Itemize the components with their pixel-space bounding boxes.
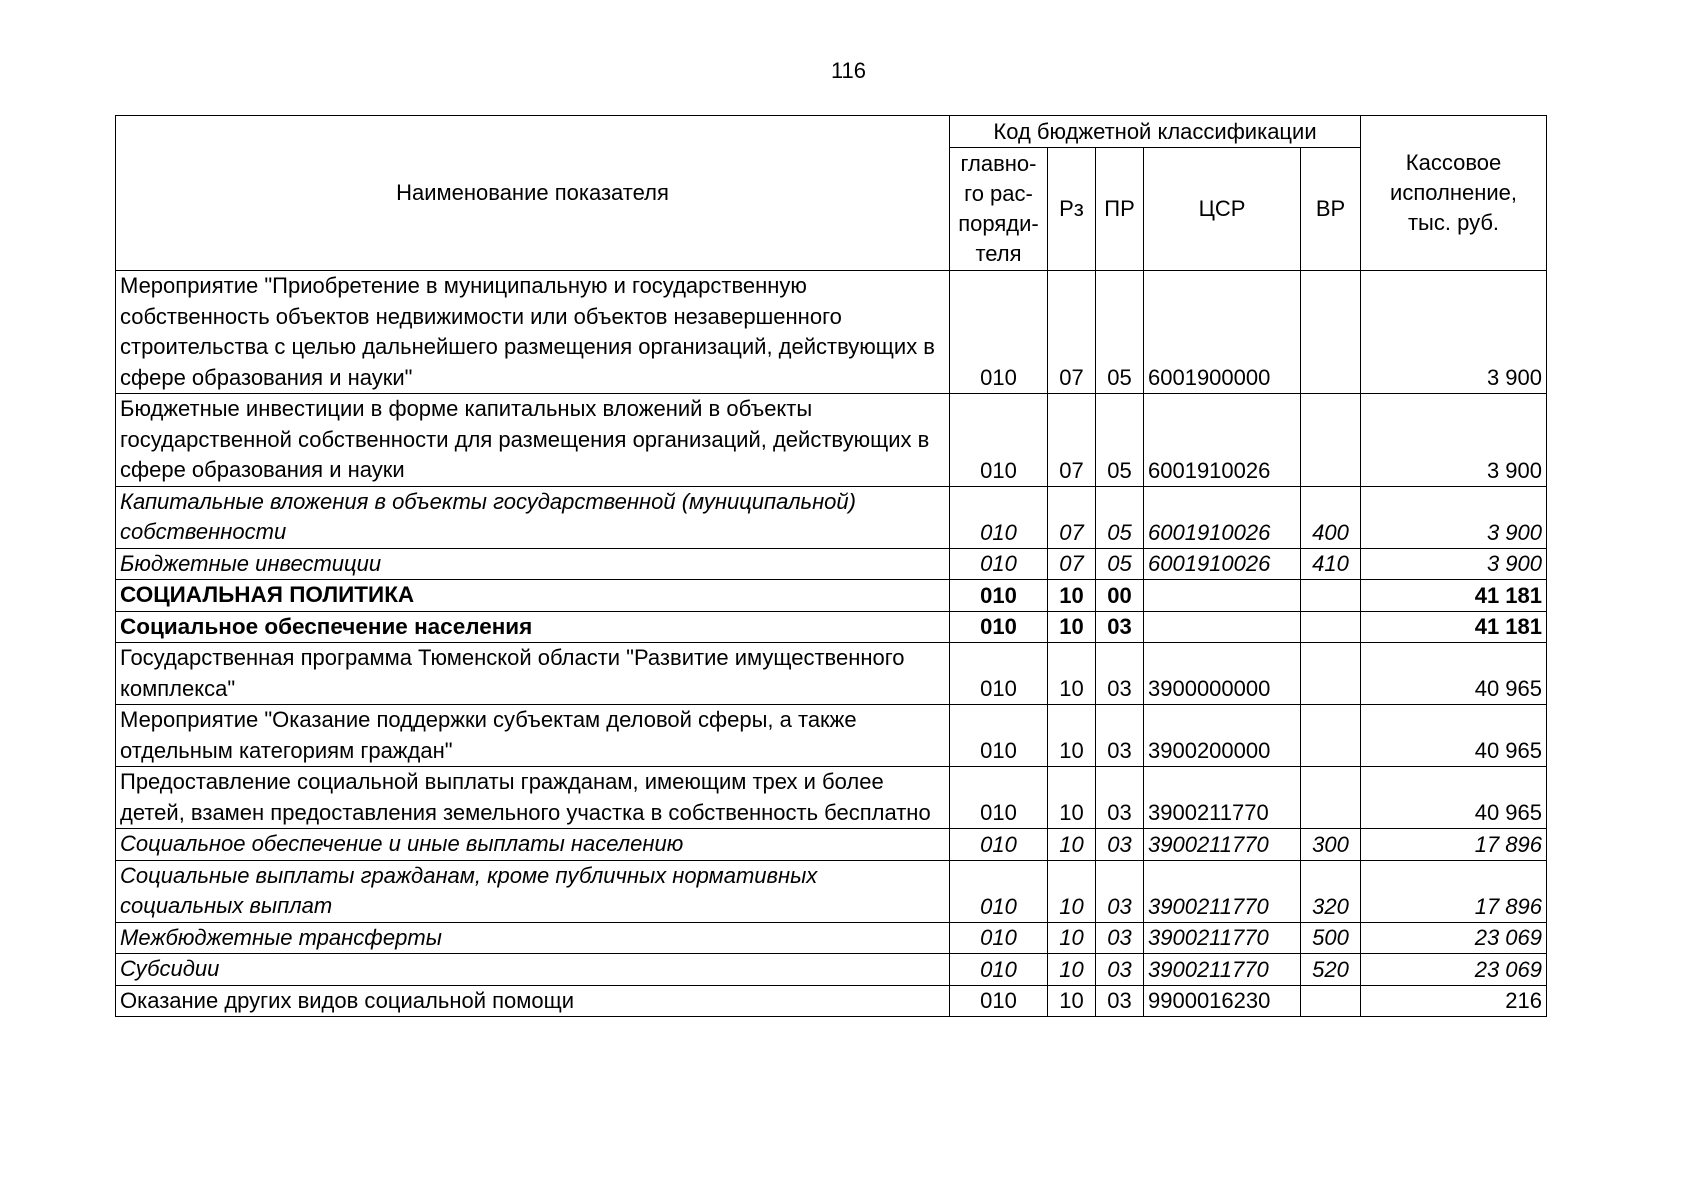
cell-csr: 3900211770 xyxy=(1144,922,1301,954)
cell-main-manager: 010 xyxy=(950,767,1048,829)
cell-amount: 17 896 xyxy=(1361,860,1547,922)
header-name: Наименование показателя xyxy=(116,116,950,271)
cell-main-manager: 010 xyxy=(950,580,1048,612)
cell-rz: 10 xyxy=(1048,954,1096,986)
cell-pr: 05 xyxy=(1096,394,1144,487)
cell-csr: 6001900000 xyxy=(1144,271,1301,394)
cell-vr: 520 xyxy=(1301,954,1361,986)
cell-name: Мероприятие "Приобретение в муниципальную и государственную собственность объектов недвижимости или объектов незавершенного строительства с целью дальнейшего размещения организаций, действующих в сфере образования и науки" xyxy=(116,271,950,394)
cell-name: Бюджетные инвестиции xyxy=(116,548,950,580)
cell-main-manager: 010 xyxy=(950,860,1048,922)
cell-pr: 05 xyxy=(1096,486,1144,548)
header-pr: ПР xyxy=(1096,148,1144,271)
cell-amount: 40 965 xyxy=(1361,767,1547,829)
table-row xyxy=(116,860,1547,922)
cell-vr xyxy=(1301,767,1361,829)
cell-name: СОЦИАЛЬНАЯ ПОЛИТИКА xyxy=(116,580,950,612)
cell-pr: 03 xyxy=(1096,922,1144,954)
cell-csr: 3900211770 xyxy=(1144,829,1301,861)
cell-pr: 03 xyxy=(1096,611,1144,643)
cell-main-manager: 010 xyxy=(950,922,1048,954)
cell-pr: 03 xyxy=(1096,829,1144,861)
cell-pr: 03 xyxy=(1096,705,1144,767)
cell-name: Межбюджетные трансферты xyxy=(116,922,950,954)
budget-table xyxy=(115,115,1547,1017)
cell-amount: 216 xyxy=(1361,985,1547,1017)
cell-main-manager: 010 xyxy=(950,643,1048,705)
table-body xyxy=(116,271,1547,1017)
table-row xyxy=(116,271,1547,394)
table-header xyxy=(116,116,1547,271)
table-row xyxy=(116,954,1547,986)
cell-rz: 07 xyxy=(1048,271,1096,394)
table-row xyxy=(116,767,1547,829)
cell-vr: 400 xyxy=(1301,486,1361,548)
cell-amount: 23 069 xyxy=(1361,922,1547,954)
cell-name: Оказание других видов социальной помощи xyxy=(116,985,950,1017)
cell-main-manager: 010 xyxy=(950,394,1048,487)
cell-vr: 500 xyxy=(1301,922,1361,954)
cell-amount: 23 069 xyxy=(1361,954,1547,986)
header-rz: Рз xyxy=(1048,148,1096,271)
cell-pr: 03 xyxy=(1096,767,1144,829)
cell-rz: 10 xyxy=(1048,985,1096,1017)
cell-name: Социальное обеспечение населения xyxy=(116,611,950,643)
table-row xyxy=(116,580,1547,612)
cell-pr: 03 xyxy=(1096,954,1144,986)
cell-rz: 10 xyxy=(1048,860,1096,922)
table-row xyxy=(116,922,1547,954)
cell-csr: 9900016230 xyxy=(1144,985,1301,1017)
page-number: 116 xyxy=(830,58,867,83)
cell-main-manager: 010 xyxy=(950,829,1048,861)
cell-amount: 17 896 xyxy=(1361,829,1547,861)
cell-rz: 07 xyxy=(1048,486,1096,548)
cell-rz: 10 xyxy=(1048,580,1096,612)
cell-csr xyxy=(1144,580,1301,612)
cell-name: Социальное обеспечение и иные выплаты населению xyxy=(116,829,950,861)
cell-vr: 320 xyxy=(1301,860,1361,922)
table-row xyxy=(116,548,1547,580)
cell-name: Предоставление социальной выплаты гражданам, имеющим трех и более детей, взамен предоставления земельного участка в собственность бесплатно xyxy=(116,767,950,829)
cell-csr: 3900000000 xyxy=(1144,643,1301,705)
cell-pr: 05 xyxy=(1096,548,1144,580)
table-row xyxy=(116,394,1547,487)
cell-main-manager: 010 xyxy=(950,486,1048,548)
cell-vr xyxy=(1301,643,1361,705)
cell-pr: 03 xyxy=(1096,985,1144,1017)
cell-name: Социальные выплаты гражданам, кроме публичных нормативных социальных выплат xyxy=(116,860,950,922)
cell-amount: 3 900 xyxy=(1361,486,1547,548)
cell-rz: 10 xyxy=(1048,829,1096,861)
table-row xyxy=(116,829,1547,861)
cell-amount: 3 900 xyxy=(1361,271,1547,394)
cell-amount: 40 965 xyxy=(1361,705,1547,767)
cell-name: Капитальные вложения в объекты государственной (муниципальной) собственности xyxy=(116,486,950,548)
cell-pr: 05 xyxy=(1096,271,1144,394)
header-code-group: Код бюджетной классификации xyxy=(950,116,1361,148)
cell-rz: 10 xyxy=(1048,611,1096,643)
cell-vr xyxy=(1301,394,1361,487)
cell-vr xyxy=(1301,271,1361,394)
header-amount: Кассовое исполнение, тыс. руб. xyxy=(1361,116,1547,271)
cell-name: Мероприятие "Оказание поддержки субъектам деловой сферы, а также отдельным категориям граждан" xyxy=(116,705,950,767)
cell-csr: 6001910026 xyxy=(1144,548,1301,580)
table-row xyxy=(116,643,1547,705)
cell-main-manager: 010 xyxy=(950,271,1048,394)
cell-name: Государственная программа Тюменской области "Развитие имущественного комплекса" xyxy=(116,643,950,705)
cell-vr xyxy=(1301,705,1361,767)
cell-amount: 3 900 xyxy=(1361,548,1547,580)
cell-csr: 6001910026 xyxy=(1144,486,1301,548)
cell-main-manager: 010 xyxy=(950,548,1048,580)
cell-rz: 07 xyxy=(1048,548,1096,580)
cell-csr: 6001910026 xyxy=(1144,394,1301,487)
cell-vr xyxy=(1301,580,1361,612)
cell-vr: 410 xyxy=(1301,548,1361,580)
cell-main-manager: 010 xyxy=(950,705,1048,767)
cell-rz: 10 xyxy=(1048,922,1096,954)
cell-csr: 3900200000 xyxy=(1144,705,1301,767)
cell-main-manager: 010 xyxy=(950,611,1048,643)
cell-vr xyxy=(1301,985,1361,1017)
cell-rz: 10 xyxy=(1048,643,1096,705)
cell-amount: 40 965 xyxy=(1361,643,1547,705)
header-main-manager: главно-го рас-поряди-теля xyxy=(950,148,1048,271)
cell-name: Бюджетные инвестиции в форме капитальных вложений в объекты государственной собственности для размещения организаций, действующих в сфере образования и науки xyxy=(116,394,950,487)
cell-main-manager: 010 xyxy=(950,954,1048,986)
cell-main-manager: 010 xyxy=(950,985,1048,1017)
cell-amount: 3 900 xyxy=(1361,394,1547,487)
table-row xyxy=(116,985,1547,1017)
cell-amount: 41 181 xyxy=(1361,580,1547,612)
cell-vr xyxy=(1301,611,1361,643)
cell-rz: 07 xyxy=(1048,394,1096,487)
cell-csr xyxy=(1144,611,1301,643)
table-row xyxy=(116,611,1547,643)
cell-csr: 3900211770 xyxy=(1144,954,1301,986)
cell-pr: 03 xyxy=(1096,860,1144,922)
cell-vr: 300 xyxy=(1301,829,1361,861)
table-row xyxy=(116,486,1547,548)
cell-rz: 10 xyxy=(1048,767,1096,829)
table-row xyxy=(116,705,1547,767)
cell-csr: 3900211770 xyxy=(1144,767,1301,829)
cell-pr: 00 xyxy=(1096,580,1144,612)
cell-csr: 3900211770 xyxy=(1144,860,1301,922)
cell-pr: 03 xyxy=(1096,643,1144,705)
cell-amount: 41 181 xyxy=(1361,611,1547,643)
cell-rz: 10 xyxy=(1048,705,1096,767)
header-vr: ВР xyxy=(1301,148,1361,271)
cell-name: Субсидии xyxy=(116,954,950,986)
header-csr: ЦСР xyxy=(1144,148,1301,271)
